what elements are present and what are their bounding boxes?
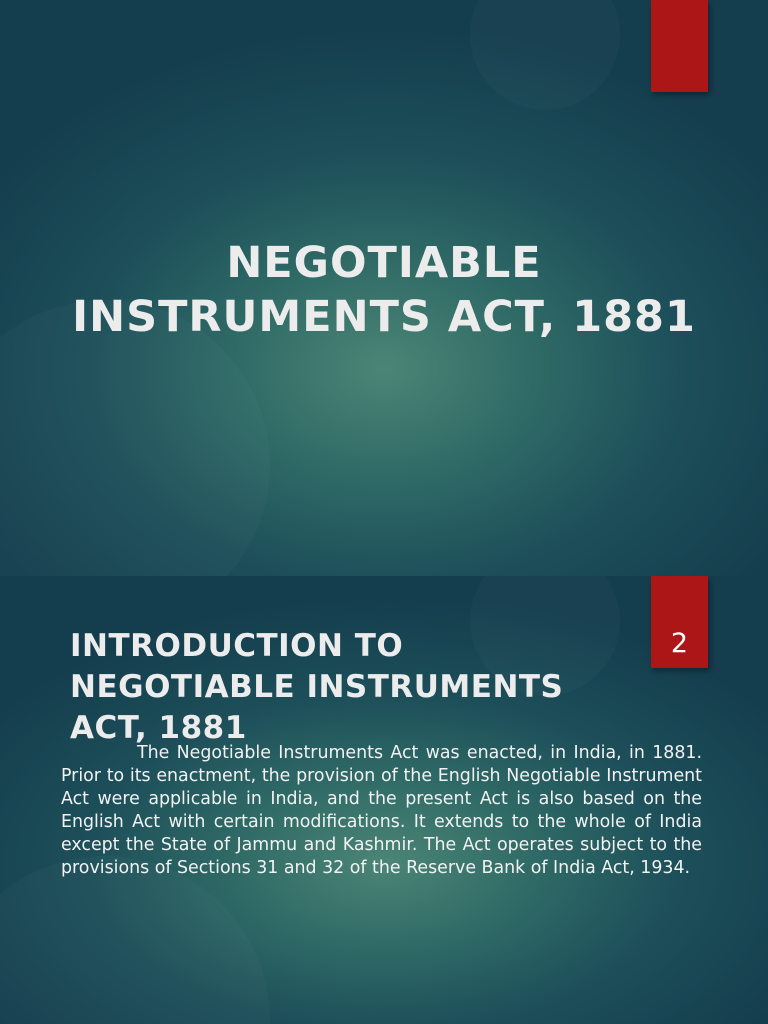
accent-tab — [651, 0, 708, 92]
background-bubble — [470, 0, 620, 110]
slide-heading-line: NEGOTIABLE INSTRUMENTS — [70, 669, 564, 705]
slide-title-line: NEGOTIABLE — [226, 238, 542, 288]
page-number-tab — [651, 576, 708, 668]
background-bubble — [0, 856, 270, 1024]
content-slide — [0, 576, 768, 1024]
slide-title — [30, 236, 738, 344]
body-paragraph: The Negotiable Instruments Act was enacted, in India, in 1881. Prior to its enactment, the provision of the English Negotiable Instrument Act were applicable in India, and the present Act is also based on the English Act with certain modifications. It extends to the whole of India except the State of Jammu and Kashmir. The Act operates subject to the provisions of Sections 31 and 32 of the Reserve Bank of India Act, 1934. — [61, 743, 702, 878]
slide-heading-line: INTRODUCTION TO — [70, 628, 404, 664]
slide-title-line: INSTRUMENTS ACT, 1881 — [72, 292, 696, 342]
page-number: 2 — [670, 628, 689, 659]
slide-heading-line: ACT, 1881 — [70, 710, 247, 746]
slide-heading — [70, 626, 630, 749]
